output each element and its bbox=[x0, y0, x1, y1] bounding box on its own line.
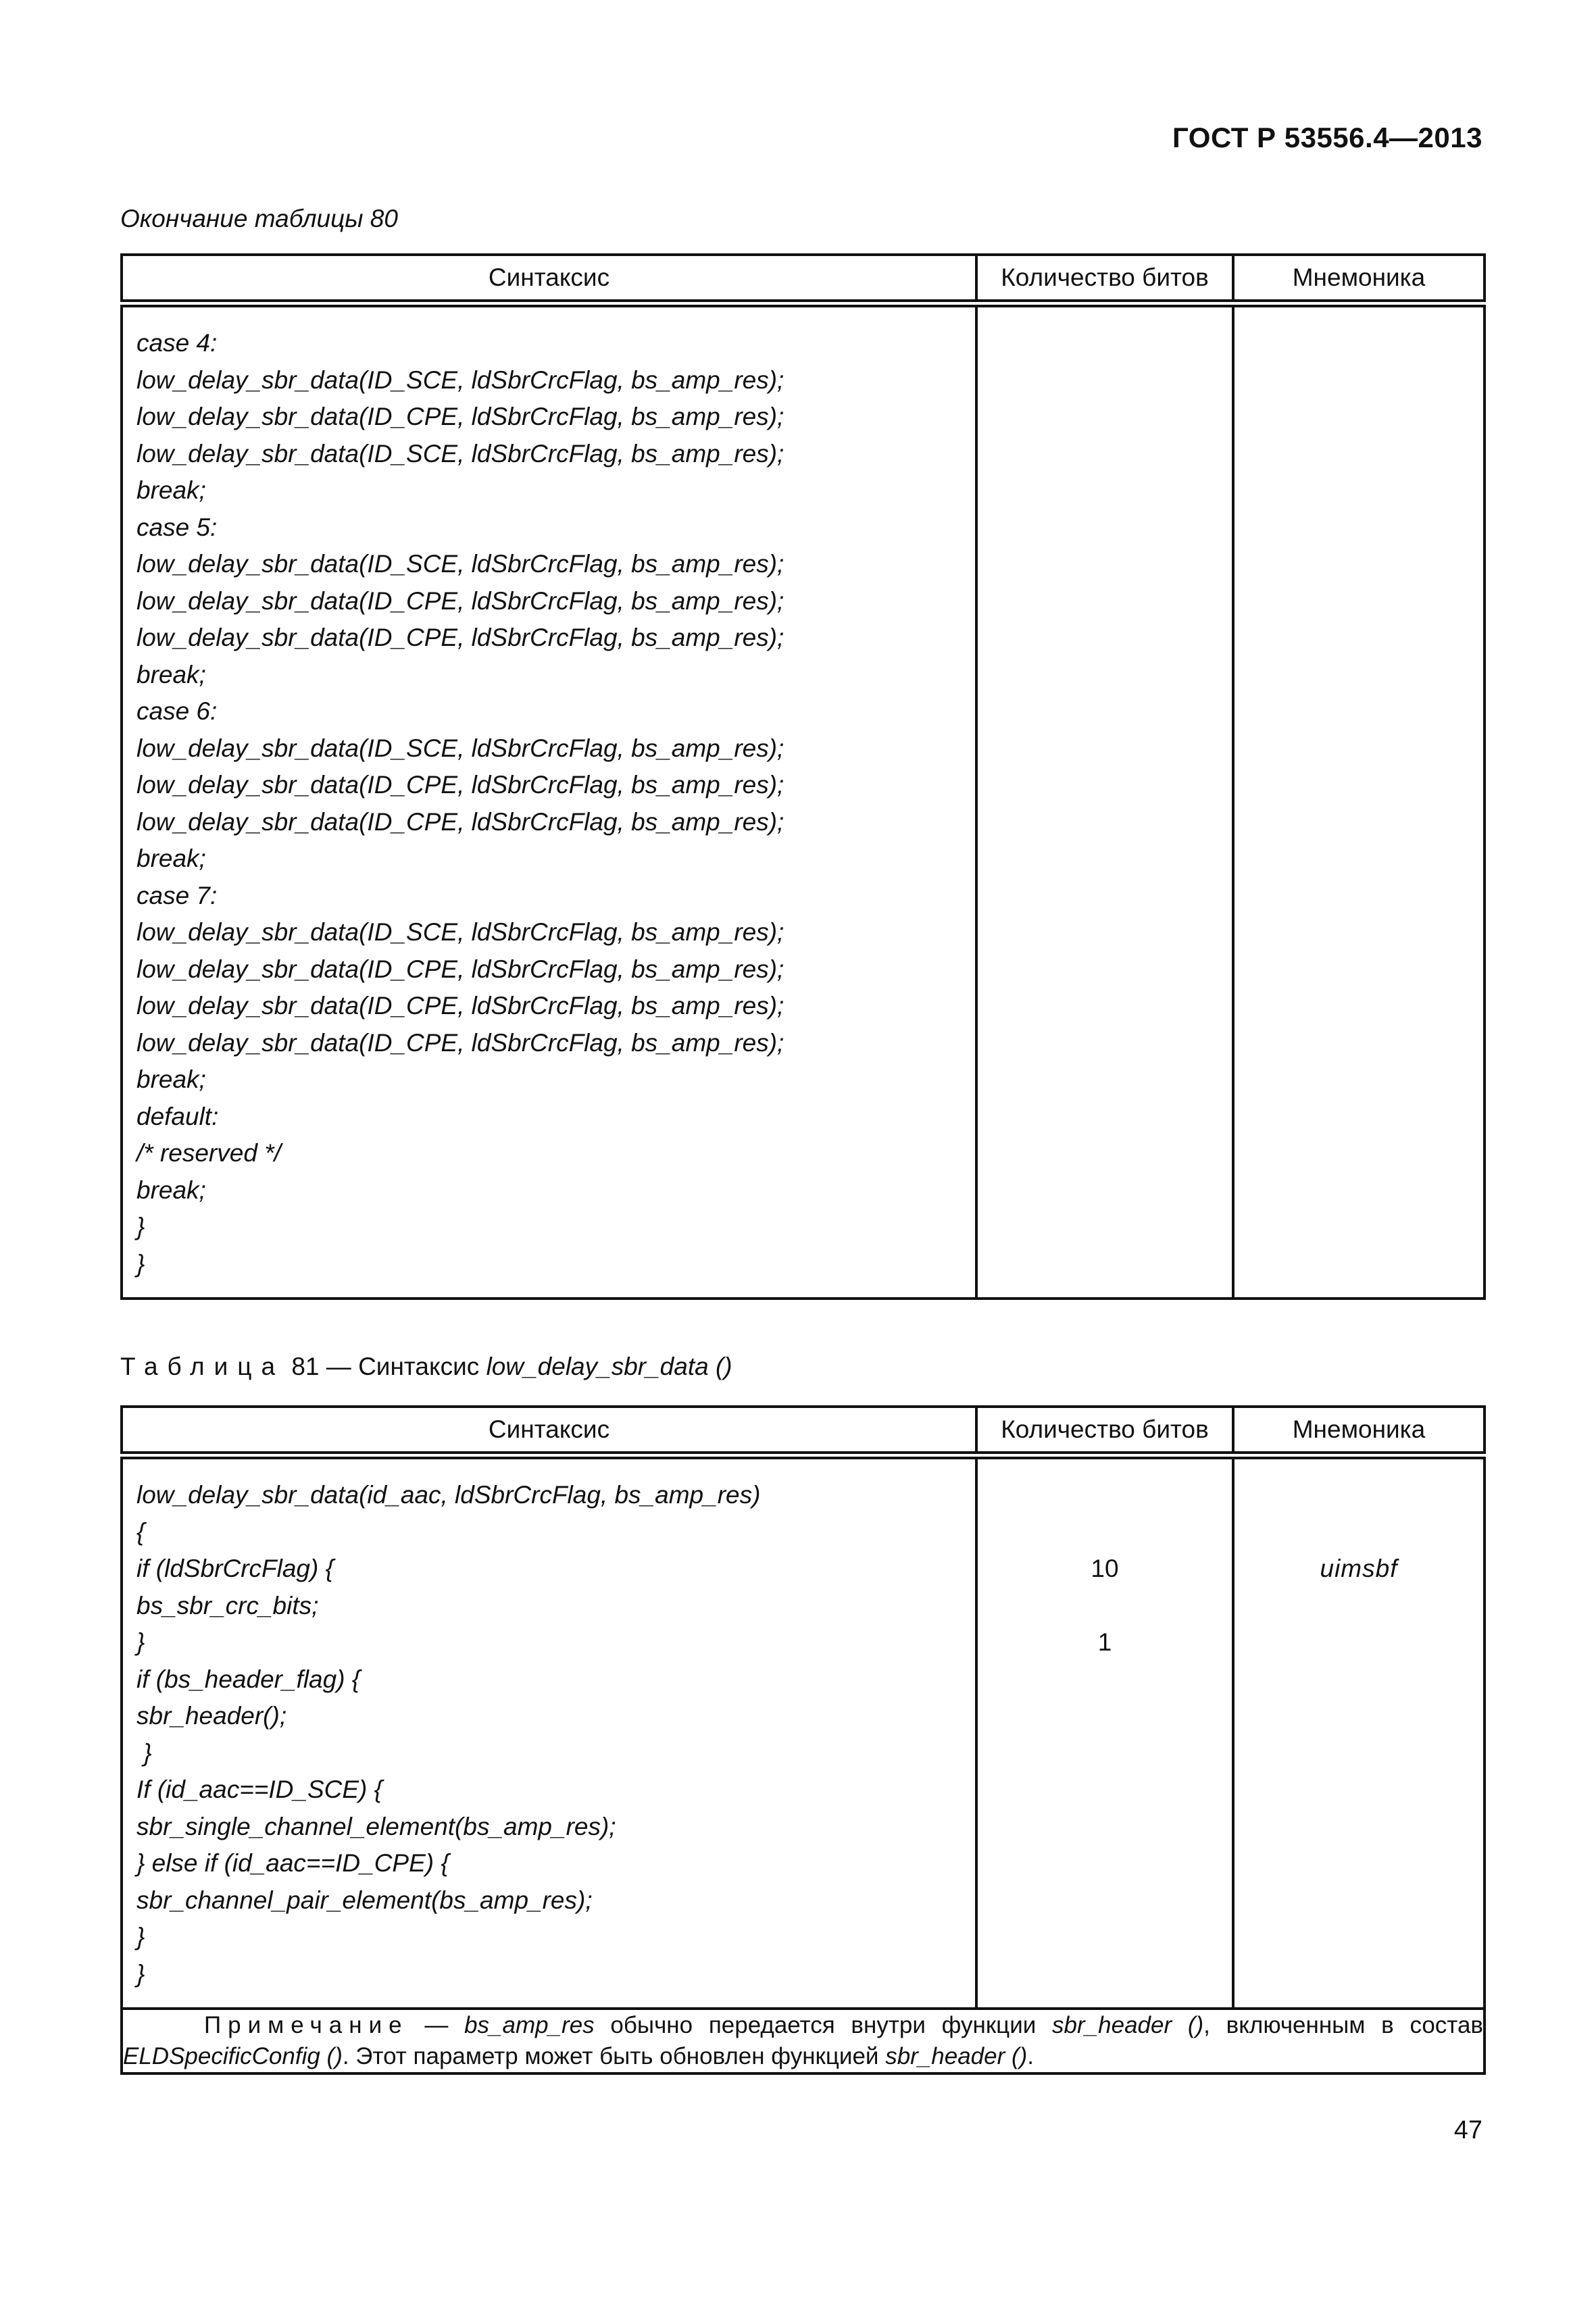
code-line: low_delay_sbr_data(ID_SCE, ldSbrCrcFlag, bs_amp_res); bbox=[136, 918, 784, 946]
table-80 bbox=[120, 253, 1486, 1300]
code-line: low_delay_sbr_data(ID_CPE, ldSbrCrcFlag, bs_amp_res); bbox=[136, 586, 784, 615]
table-81-body-row bbox=[122, 1455, 1485, 2009]
document-code: ГОСТ Р 53556.4—2013 bbox=[1172, 122, 1482, 153]
caption-label: Таблица bbox=[120, 1353, 285, 1380]
code-line: low_delay_sbr_data(ID_SCE, ldSbrCrcFlag, bs_amp_res); bbox=[136, 439, 784, 468]
table-80-bits-cell bbox=[976, 303, 1233, 1299]
code-line: case 7: bbox=[136, 881, 218, 909]
code-line: } bbox=[136, 1249, 145, 1278]
table-80-caption: Окончание таблицы 80 bbox=[120, 205, 398, 232]
code-line: default: bbox=[136, 1102, 219, 1130]
code-line: if (bs_header_flag) { bbox=[136, 1665, 361, 1693]
code-line: low_delay_sbr_data(ID_CPE, ldSbrCrcFlag, bs_amp_res); bbox=[136, 1028, 784, 1057]
mnemonic-value bbox=[1235, 1661, 1483, 1699]
code-line: sbr_single_channel_element(bs_amp_res); bbox=[136, 1812, 616, 1840]
bits-value bbox=[978, 1735, 1232, 1772]
code-line: low_delay_sbr_data(ID_SCE, ldSbrCrcFlag, bs_amp_res); bbox=[136, 734, 784, 762]
table-81-syntax-cell bbox=[122, 1455, 976, 2009]
code-line: low_delay_sbr_data(ID_CPE, ldSbrCrcFlag, bs_amp_res); bbox=[136, 992, 784, 1020]
mnemonic-value bbox=[1235, 1735, 1483, 1772]
code-line: } bbox=[136, 1628, 145, 1656]
caption-number: 81 — Синтаксис bbox=[291, 1353, 480, 1380]
column-header-bits: Количество битов bbox=[976, 255, 1233, 303]
mnemonic-value bbox=[1235, 1477, 1483, 1514]
code-line: low_delay_sbr_data(id_aac, ldSbrCrcFlag, bs_amp_res) bbox=[136, 1481, 761, 1509]
code-line: if (ldSbrCrcFlag) { bbox=[136, 1555, 334, 1582]
code-line: low_delay_sbr_data(ID_CPE, ldSbrCrcFlag, bs_amp_res); bbox=[136, 403, 784, 430]
mnemonic-value bbox=[1235, 1919, 1483, 1956]
note-term: ELDSpecificConfig () bbox=[123, 2043, 343, 2069]
mnemonic-value bbox=[1235, 1514, 1483, 1551]
bits-value bbox=[978, 1698, 1232, 1735]
column-header-mnemonic: Мнемоника bbox=[1233, 255, 1485, 303]
table-81-mnemonic-cell bbox=[1233, 1455, 1485, 2009]
code-line: sbr_channel_pair_element(bs_amp_res); bbox=[136, 1886, 593, 1914]
code-line: break; bbox=[136, 1176, 206, 1204]
code-line: { bbox=[136, 1517, 145, 1546]
code-line: bs_sbr_crc_bits; bbox=[136, 1591, 319, 1619]
code-line: low_delay_sbr_data(ID_SCE, ldSbrCrcFlag, bs_amp_res); bbox=[136, 366, 784, 394]
mnemonic-value bbox=[1235, 1845, 1483, 1882]
page-number: 47 bbox=[1453, 2116, 1482, 2144]
code-line: If (id_aac==ID_SCE) { bbox=[136, 1776, 383, 1803]
bits-value bbox=[978, 1919, 1232, 1956]
code-line: break; bbox=[136, 660, 206, 688]
code-line: } else if (id_aac==ID_CPE) { bbox=[136, 1849, 449, 1877]
bits-value bbox=[978, 1956, 1232, 1993]
table-80-mnemonic-cell bbox=[1233, 303, 1485, 1299]
note-term: sbr_header () bbox=[1052, 2012, 1204, 2038]
column-header-bits: Количество битов bbox=[976, 1407, 1233, 1455]
bits-values bbox=[978, 1459, 1232, 1992]
code-block bbox=[123, 307, 975, 1297]
note-label: Примечание bbox=[204, 2012, 409, 2038]
bits-value bbox=[978, 1661, 1232, 1699]
bits-value: 1 bbox=[1097, 1628, 1112, 1656]
note-term: sbr_header () bbox=[885, 2043, 1028, 2069]
mnemonic-values bbox=[1235, 1459, 1483, 1992]
note-text: . Этот параметр может быть обновлен функцией bbox=[342, 2043, 886, 2069]
mnemonic-value bbox=[1235, 1771, 1483, 1809]
table-80-header-row bbox=[122, 255, 1485, 303]
code-line: low_delay_sbr_data(ID_CPE, ldSbrCrcFlag, bs_amp_res); bbox=[136, 624, 784, 651]
code-block bbox=[123, 1459, 975, 2007]
code-line: low_delay_sbr_data(ID_CPE, ldSbrCrcFlag, bs_amp_res); bbox=[136, 955, 784, 983]
note-term: bs_amp_res bbox=[464, 2012, 595, 2038]
code-line: low_delay_sbr_data(ID_CPE, ldSbrCrcFlag, bs_amp_res); bbox=[136, 807, 784, 836]
code-line: /* reserved */ bbox=[136, 1139, 281, 1167]
mnemonic-value bbox=[1235, 1698, 1483, 1735]
bits-value bbox=[978, 1477, 1232, 1514]
bits-value: 10 bbox=[1091, 1555, 1119, 1582]
table-80-syntax-cell bbox=[122, 303, 976, 1299]
note-text: обычно передается внутри функции bbox=[594, 2012, 1053, 2038]
note-text: , включенным в состав bbox=[1203, 2012, 1483, 2038]
bits-value bbox=[978, 1845, 1232, 1882]
table-80-body-row bbox=[122, 303, 1485, 1299]
code-line: break; bbox=[136, 845, 206, 872]
code-line: } bbox=[136, 1959, 145, 1988]
table-81-header-row bbox=[122, 1407, 1485, 1455]
column-header-syntax: Синтаксис bbox=[122, 1407, 976, 1455]
table-81-note-row bbox=[122, 2009, 1485, 2073]
code-line: sbr_header(); bbox=[136, 1702, 287, 1730]
mnemonic-value: uimsbf bbox=[1320, 1555, 1398, 1582]
note-dash: — bbox=[408, 2012, 465, 2038]
caption-function: low_delay_sbr_data () bbox=[486, 1353, 732, 1380]
table-81-bits-cell bbox=[976, 1455, 1233, 2009]
mnemonic-value bbox=[1235, 1882, 1483, 1919]
code-line: case 4: bbox=[136, 329, 218, 357]
code-line: } bbox=[136, 1738, 152, 1767]
code-line: low_delay_sbr_data(ID_CPE, ldSbrCrcFlag, bs_amp_res); bbox=[136, 771, 784, 799]
mnemonic-value bbox=[1235, 1809, 1483, 1846]
code-line: case 6: bbox=[136, 697, 218, 725]
code-line: break; bbox=[136, 1065, 206, 1093]
code-line: low_delay_sbr_data(ID_SCE, ldSbrCrcFlag, bs_amp_res); bbox=[136, 550, 784, 578]
table-81-caption bbox=[120, 1353, 732, 1381]
code-line: case 5: bbox=[136, 513, 218, 541]
bits-value bbox=[978, 1514, 1232, 1551]
code-line: } bbox=[136, 1213, 145, 1240]
table-81 bbox=[120, 1405, 1486, 2075]
table-note bbox=[122, 2009, 1485, 2073]
column-header-syntax: Синтаксис bbox=[122, 255, 976, 303]
mnemonic-value bbox=[1235, 1624, 1483, 1661]
bits-value bbox=[978, 1588, 1232, 1625]
code-line: break; bbox=[136, 476, 206, 504]
bits-value bbox=[978, 1882, 1232, 1919]
code-line: } bbox=[136, 1923, 145, 1951]
column-header-mnemonic: Мнемоника bbox=[1233, 1407, 1485, 1455]
bits-value bbox=[978, 1809, 1232, 1846]
note-text: . bbox=[1027, 2043, 1034, 2069]
mnemonic-value bbox=[1235, 1956, 1483, 1993]
mnemonic-value bbox=[1235, 1588, 1483, 1625]
bits-value bbox=[978, 1771, 1232, 1809]
